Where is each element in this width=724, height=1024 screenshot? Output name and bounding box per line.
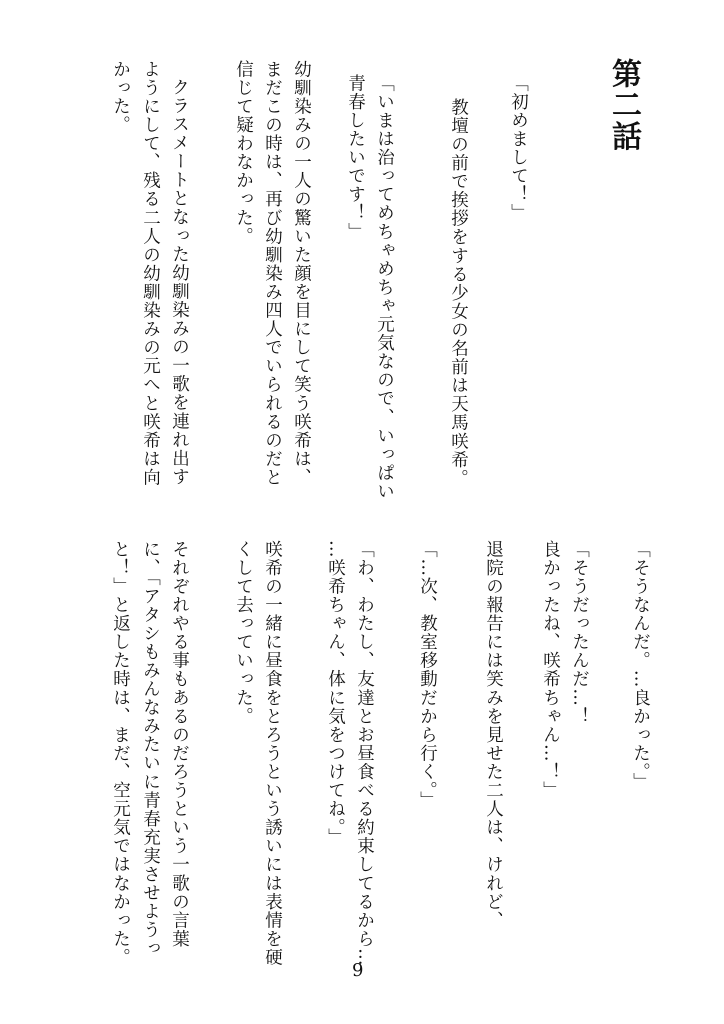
text-line: 「そうなんだ。…良かった。」	[630, 540, 651, 791]
text-line: 「初めまして！」	[508, 74, 529, 223]
text-line: 「…次、教室移動だから行く。」	[417, 540, 438, 810]
text-line: かった。	[110, 60, 131, 135]
chapter-title: 第二話	[606, 58, 641, 152]
text-line: まだこの時は、再び幼馴染み四人でいられるのだと	[262, 60, 283, 487]
text-line: …咲希ちゃん、体に気をつけてね。」	[325, 540, 346, 847]
text-line: 教壇の前で挨拶をする少女の名前は天馬咲希。	[448, 98, 469, 488]
text-line: 幼馴染みの一人の驚いた顔を目にして笑う咲希は、	[291, 60, 312, 487]
text-line: 咲希の一緒に昼食をとろうという誘いには表情を硬	[262, 540, 283, 967]
text-line: 「そうだったんだ…！	[569, 540, 590, 726]
text-line: 「わ、わたし、友達とお昼食べる約束してるから…	[354, 540, 375, 967]
text-line: クラスメートとなった幼馴染みの一歌を連れ出す	[169, 78, 190, 487]
text-line: 「いまは治ってめちゃめちゃ元気なので、いっぱい	[374, 74, 395, 501]
page-number: 9	[352, 960, 364, 981]
text-line: と！」と返した時は、まだ、空元気ではなかった。	[110, 540, 131, 967]
text-line: 良かったね、咲希ちゃん…！」	[540, 540, 561, 800]
text-line: 青春したいです！」	[345, 74, 366, 241]
text-line: 退院の報告には笑みを見せた二人は、けれど、	[483, 540, 504, 930]
text-line: くして去っていった。	[233, 540, 254, 726]
text-line: 信じて疑わなかった。	[233, 60, 254, 246]
text-line: に、「アタシもみんなみたいに青春充実させようっ	[140, 540, 161, 958]
text-line: ようにして、残る二人の幼馴染みの元へと咲希は向	[140, 60, 161, 487]
text-line: それぞれやる事もあるのだろうという一歌の言葉	[169, 540, 190, 949]
